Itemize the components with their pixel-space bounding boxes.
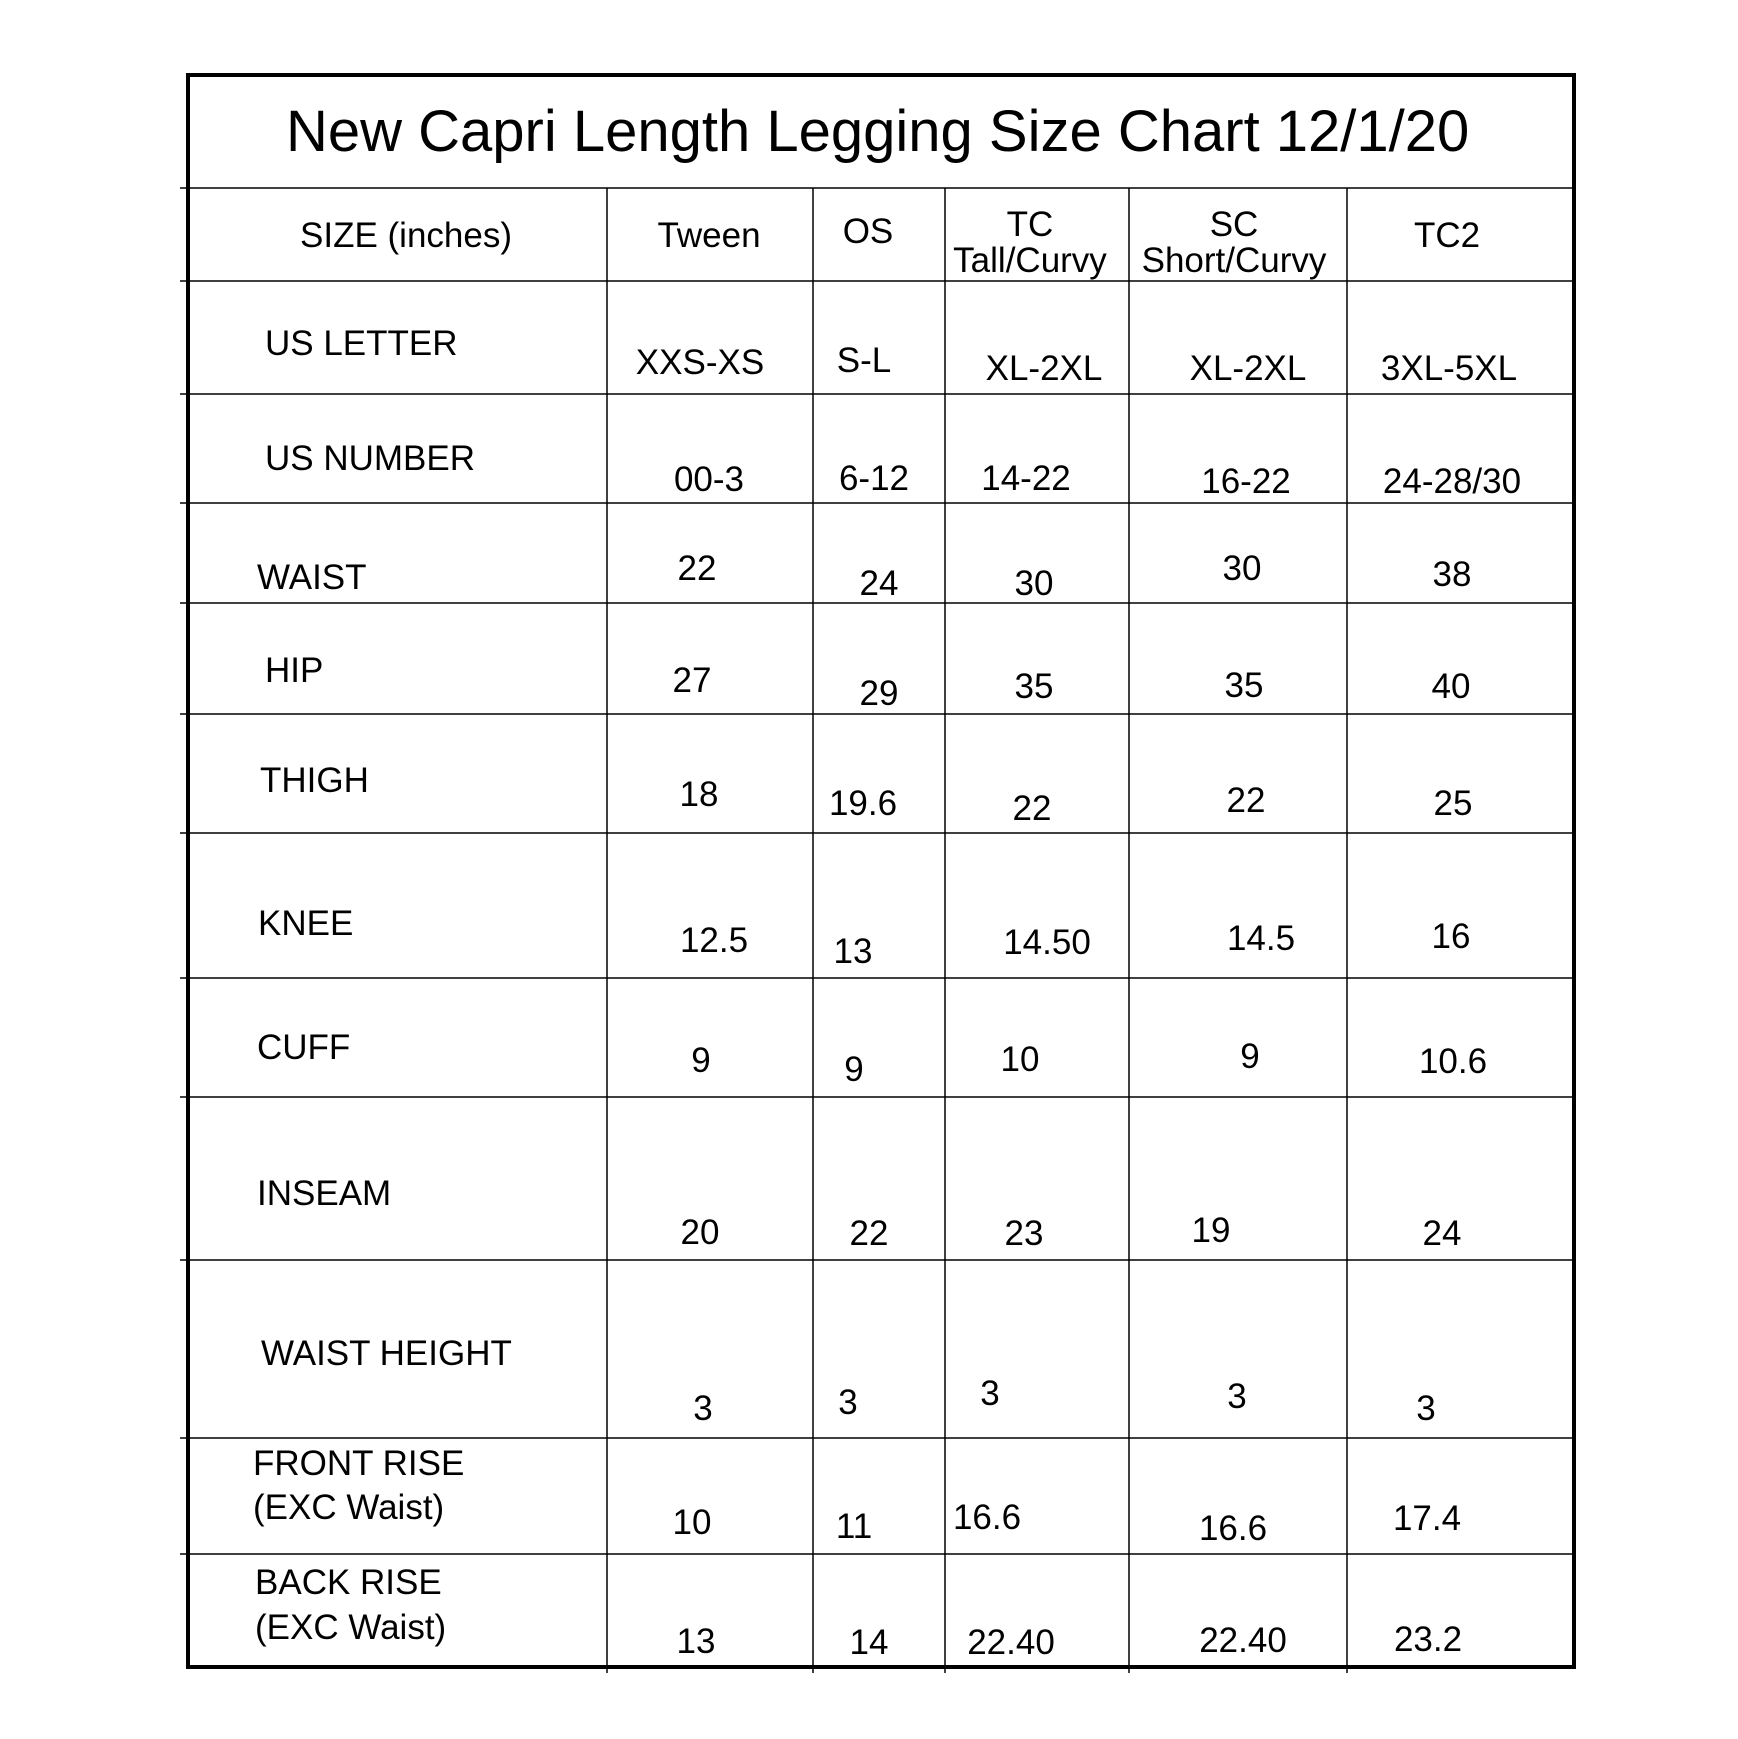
row-label: WAIST HEIGHT [261,1334,512,1373]
cell-tc: 35 [1014,667,1054,706]
cell-tween: 00-3 [673,460,745,499]
cell-sc: XL-2XL [1189,349,1307,388]
header-row [300,205,1480,280]
cell-tc2: 3 [1416,1389,1436,1428]
table-row [265,439,1521,501]
cell-tween: 12.5 [679,921,749,960]
table-row [257,1174,1461,1253]
cell-tc2: 40 [1431,667,1471,706]
cell-sc: 16-22 [1201,462,1291,501]
cell-os: 3 [838,1383,858,1422]
table-row [265,324,1517,388]
cell-tween: 3 [693,1389,713,1428]
cell-os: S-L [836,341,892,380]
cell-tc2: 3XL-5XL [1380,349,1518,388]
chart-title: New Capri Length Legging Size Chart 12/1/20 [286,99,1470,164]
cell-tween: 10 [672,1503,712,1542]
cell-tc2: 10.6 [1418,1042,1488,1081]
cell-sc: 22 [1226,781,1266,820]
row-label: THIGH [260,761,369,800]
cell-os: 22 [849,1214,889,1253]
cell-tc2: 24 [1422,1214,1462,1253]
row-label: US LETTER [265,324,458,363]
row-label: (EXC Waist) [255,1608,447,1647]
table-body [253,324,1521,1662]
row-label: WAIST [257,558,367,597]
cell-os: 14 [849,1623,889,1662]
table-row [265,651,1470,713]
cell-os: 9 [844,1050,864,1089]
header-sc-sublabel: Short/Curvy [1141,241,1327,280]
header-tc-label: TC [1006,205,1054,244]
cell-tc2: 25 [1433,784,1473,823]
cell-tc: 16.6 [952,1498,1022,1537]
row-label: INSEAM [257,1174,392,1213]
cell-os: 13 [833,932,873,971]
cell-sc: 30 [1222,549,1262,588]
table-row [257,1028,1487,1089]
cell-tween: 18 [679,775,719,814]
cell-os: 24 [859,564,899,603]
cell-tc: 22 [1012,789,1052,828]
cell-tween: 9 [691,1041,711,1080]
table-row [257,549,1471,603]
row-label: HIP [265,651,324,690]
table-row [260,761,1472,828]
cell-sc: 9 [1240,1037,1260,1076]
cell-sc: 35 [1224,666,1264,705]
cell-tc2: 17.4 [1392,1499,1462,1538]
table-row [255,1563,1462,1662]
row-label: BACK RISE [255,1563,442,1602]
row-label: US NUMBER [265,439,476,478]
header-tween-label: Tween [657,216,761,255]
cell-tween: XXS-XS [635,343,765,382]
header-sc-label: SC [1209,205,1259,244]
cell-sc: 19 [1191,1211,1231,1250]
cell-os: 29 [859,674,899,713]
cell-tc: 14-22 [981,459,1071,498]
cell-tc: 23 [1004,1214,1044,1253]
table-row [261,1334,1436,1428]
cell-sc: 22.40 [1199,1621,1287,1660]
row-label: (EXC Waist) [253,1488,445,1527]
table-row [253,1444,1461,1548]
table-row [258,904,1470,971]
cell-tc: 14.50 [1003,923,1091,962]
cell-os: 19.6 [828,784,898,823]
header-os-label: OS [842,212,894,251]
table-grid [180,75,1574,1673]
header-tc-sublabel: Tall/Curvy [953,241,1107,280]
cell-os: 11 [835,1507,873,1546]
cell-tween: 20 [680,1213,720,1252]
cell-tc: 10 [1000,1040,1040,1079]
cell-sc: 16.6 [1198,1509,1268,1548]
header-size-label: SIZE (inches) [300,216,512,255]
cell-os: 6-12 [838,459,910,498]
header-tc2-label: TC2 [1413,216,1481,255]
row-label: FRONT RISE [253,1444,465,1483]
cell-tc2: 24-28/30 [1382,462,1522,501]
cell-tc2: 38 [1432,555,1472,594]
cell-sc: 3 [1227,1377,1247,1416]
cell-tween: 27 [672,661,712,700]
table-border [188,75,1574,1667]
cell-tween: 22 [677,549,717,588]
cell-tween: 13 [676,1622,716,1661]
cell-sc: 14.5 [1226,919,1296,958]
cell-tc2: 16 [1431,917,1471,956]
row-label: KNEE [258,904,354,943]
cell-tc2: 23.2 [1393,1620,1463,1659]
cell-tc: XL-2XL [985,349,1103,388]
cell-tc: 30 [1014,564,1054,603]
cell-tc: 22.40 [967,1623,1055,1662]
cell-tc: 3 [980,1374,1000,1413]
row-label: CUFF [257,1028,351,1067]
